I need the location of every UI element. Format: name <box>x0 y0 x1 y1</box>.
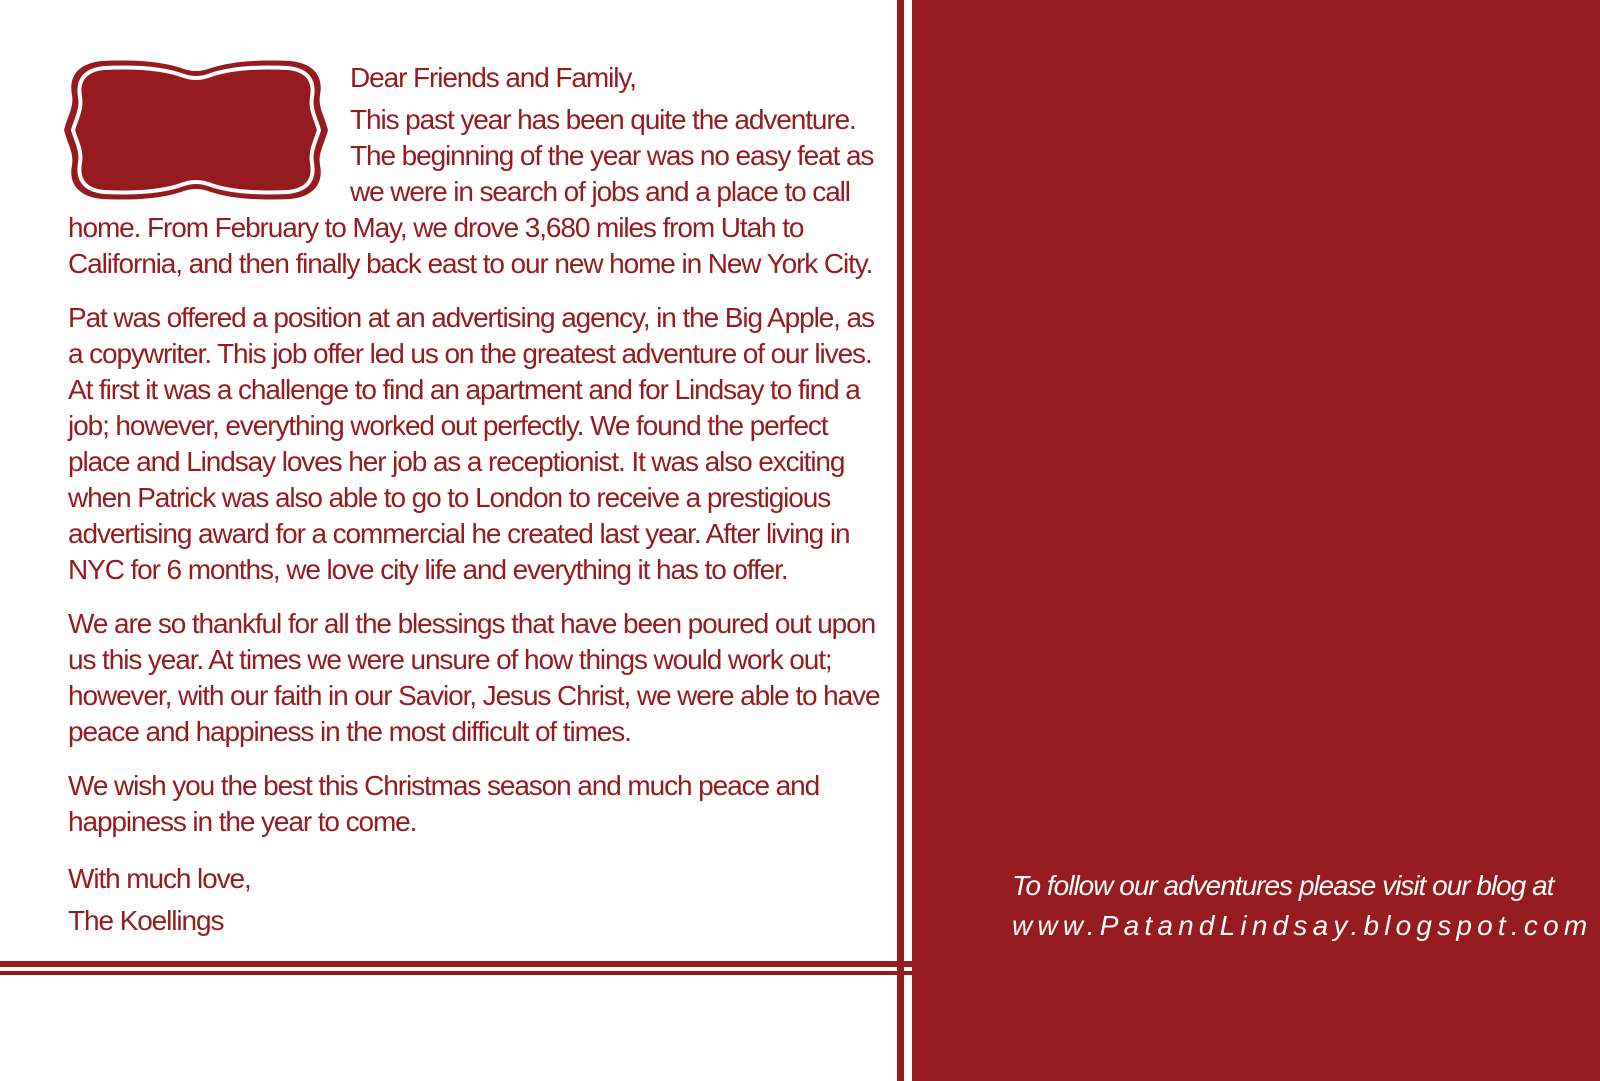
frame-spacer <box>68 60 350 200</box>
letter-closing-block <box>68 858 888 942</box>
letter-paragraph-2: Pat was offered a position at an advertising agency, in the Big Apple, as a copywriter. This job offer led us on the greatest adventure of our lives. At first it was a challenge to find an apartment and for Lindsay to find a job; however, everything worked out perfectly. We found the perfect place and Lindsay loves her job as a receptionist. It was also exciting when Patrick was also able to go to London to receive a prestigious advertising award for a commercial he created last year. After living in NYC for 6 months, we love city life and everything it has to offer. <box>68 302 874 585</box>
vertical-divider-line <box>897 0 904 1081</box>
letter-signature: The Koellings <box>68 905 224 936</box>
blog-url: www.PatandLindsay.blogspot.com <box>1012 910 1593 941</box>
letter-paragraph-4: We wish you the best this Christmas season and much peace and happiness in the year to come. <box>68 770 820 837</box>
letter-closing: With much love, <box>68 863 251 894</box>
horizontal-divider-line-bottom <box>0 971 912 975</box>
letter-paragraph-3: We are so thankful for all the blessings that have been poured out upon us this year. At times we were unsure of how things would work out; however, with our faith in our Savior, Jesus Christ, we were able to have peace and happiness in the most difficult of times. <box>68 608 880 747</box>
blog-note-text: To follow our adventures please visit our blog at <box>1012 870 1554 901</box>
horizontal-divider-line-top <box>0 961 912 967</box>
letter-body <box>68 60 888 960</box>
letter-paragraph-1: This past year has been quite the adventure. The beginning of the year was no easy feat as we were in search of jobs and a place to call home. From February to May, we drove 3,680 miles from Utah to California, and then finally back east to our new home in New York City. <box>68 104 874 279</box>
blog-note <box>1012 866 1593 946</box>
letter-greeting: Dear Friends and Family, <box>350 62 636 93</box>
